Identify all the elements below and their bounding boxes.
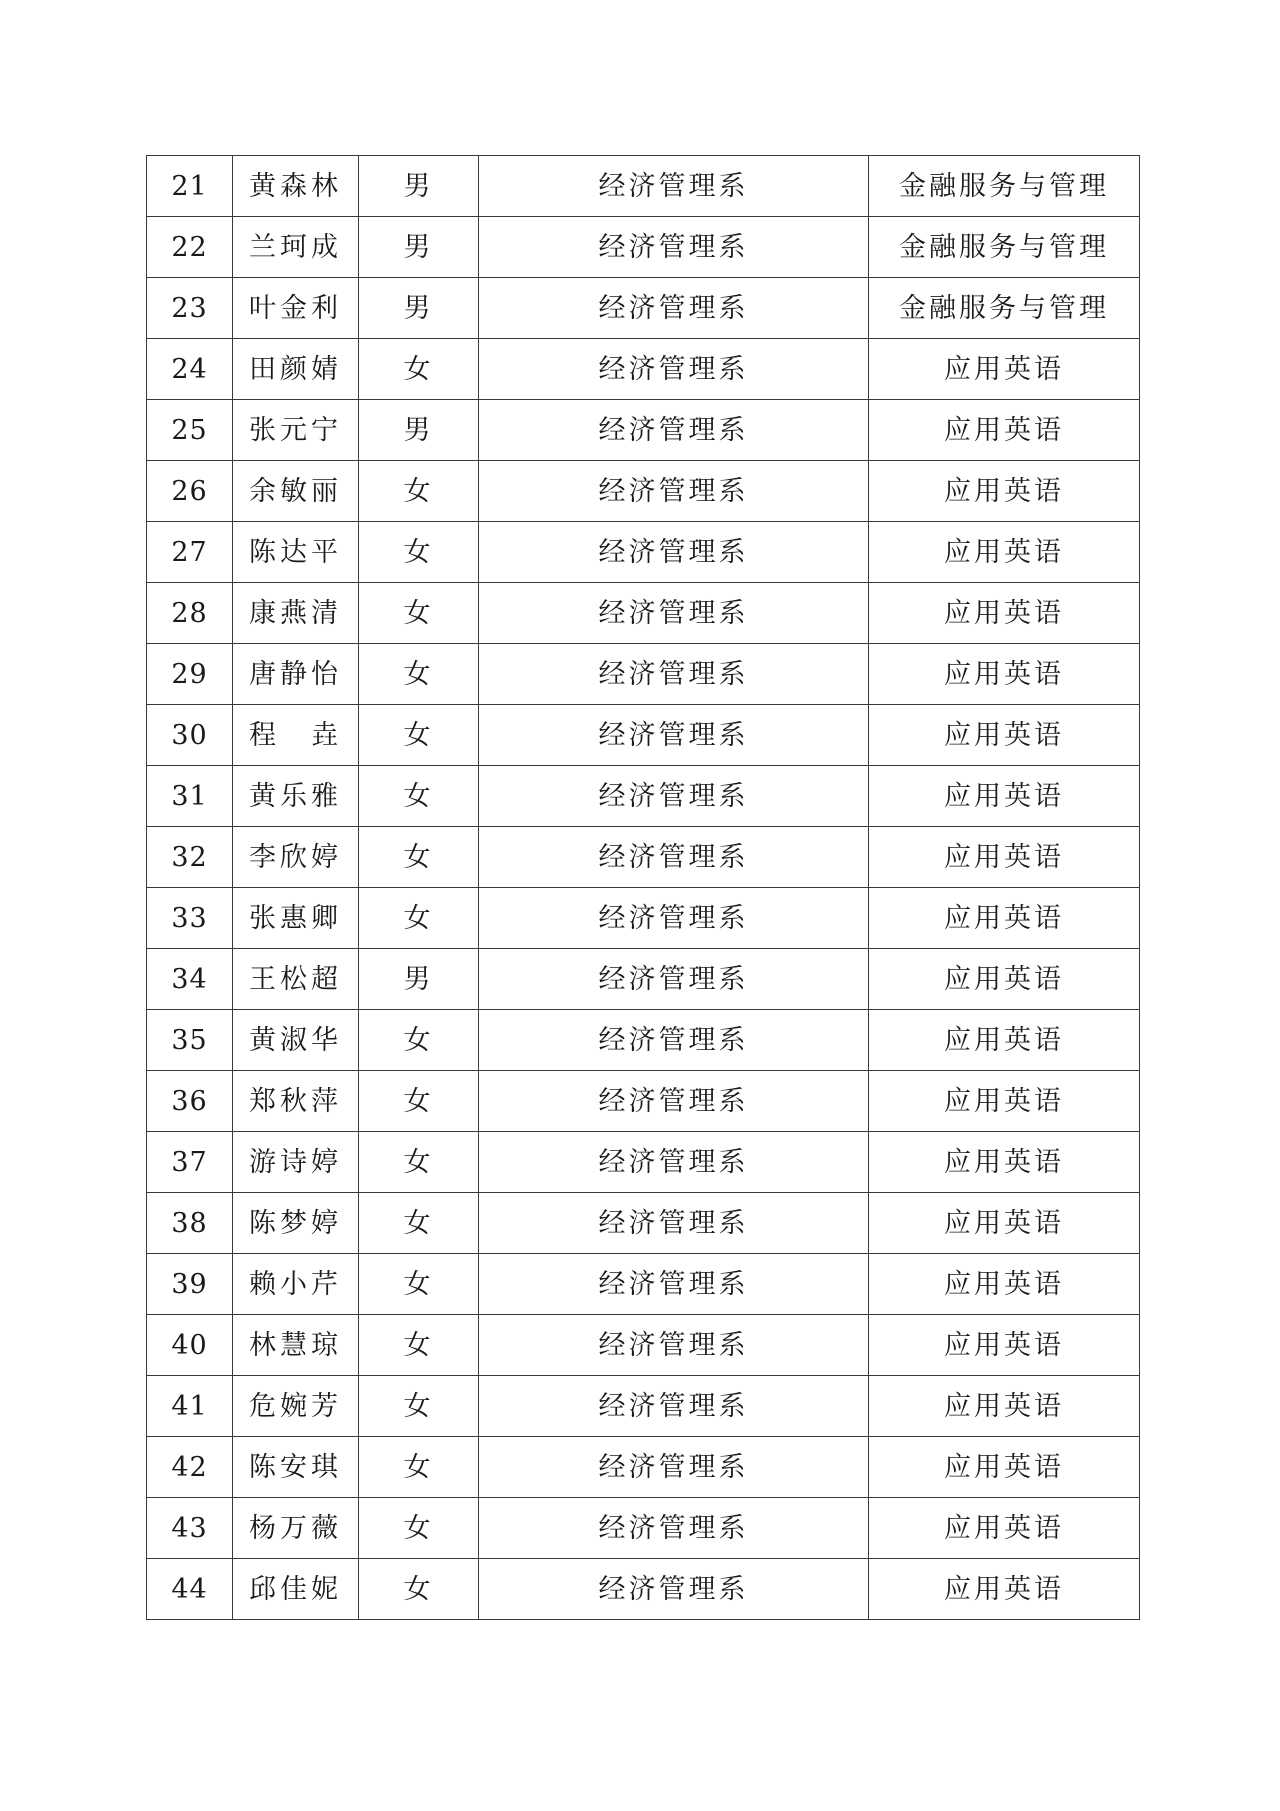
department-cell: 经济管理系 xyxy=(479,827,869,888)
gender-cell: 女 xyxy=(359,339,479,400)
student-name-cell: 田颜婧 xyxy=(233,339,359,400)
gender-cell: 女 xyxy=(359,1315,479,1376)
gender-cell: 女 xyxy=(359,766,479,827)
gender-cell: 女 xyxy=(359,827,479,888)
student-name-cell: 游诗婷 xyxy=(233,1132,359,1193)
table-row xyxy=(147,1071,1140,1132)
major-cell: 金融服务与管理 xyxy=(869,217,1140,278)
gender-cell: 女 xyxy=(359,1498,479,1559)
row-number-cell: 27 xyxy=(147,522,233,583)
department-cell: 经济管理系 xyxy=(479,400,869,461)
major-cell: 应用英语 xyxy=(869,644,1140,705)
student-name-cell: 叶金利 xyxy=(233,278,359,339)
table-row xyxy=(147,156,1140,217)
table-row xyxy=(147,1132,1140,1193)
gender-cell: 女 xyxy=(359,1132,479,1193)
row-number-cell: 26 xyxy=(147,461,233,522)
major-cell: 应用英语 xyxy=(869,1559,1140,1620)
row-number-cell: 36 xyxy=(147,1071,233,1132)
student-name-cell: 赖小芹 xyxy=(233,1254,359,1315)
table-row xyxy=(147,644,1140,705)
gender-cell: 女 xyxy=(359,1559,479,1620)
row-number-cell: 42 xyxy=(147,1437,233,1498)
major-cell: 应用英语 xyxy=(869,339,1140,400)
student-name-cell: 陈达平 xyxy=(233,522,359,583)
major-cell: 应用英语 xyxy=(869,766,1140,827)
department-cell: 经济管理系 xyxy=(479,1193,869,1254)
gender-cell: 女 xyxy=(359,705,479,766)
department-cell: 经济管理系 xyxy=(479,644,869,705)
gender-cell: 女 xyxy=(359,461,479,522)
student-name-cell: 王松超 xyxy=(233,949,359,1010)
student-name-cell: 杨万薇 xyxy=(233,1498,359,1559)
department-cell: 经济管理系 xyxy=(479,1376,869,1437)
gender-cell: 男 xyxy=(359,949,479,1010)
department-cell: 经济管理系 xyxy=(479,1498,869,1559)
major-cell: 应用英语 xyxy=(869,1498,1140,1559)
department-cell: 经济管理系 xyxy=(479,1071,869,1132)
student-name-cell: 黄乐雅 xyxy=(233,766,359,827)
major-cell: 应用英语 xyxy=(869,705,1140,766)
table-row xyxy=(147,888,1140,949)
department-cell: 经济管理系 xyxy=(479,1315,869,1376)
roster-body xyxy=(147,156,1140,1620)
row-number-cell: 39 xyxy=(147,1254,233,1315)
row-number-cell: 35 xyxy=(147,1010,233,1071)
row-number-cell: 33 xyxy=(147,888,233,949)
department-cell: 经济管理系 xyxy=(479,766,869,827)
table-row xyxy=(147,461,1140,522)
student-name-cell: 陈梦婷 xyxy=(233,1193,359,1254)
department-cell: 经济管理系 xyxy=(479,583,869,644)
table-row xyxy=(147,1010,1140,1071)
major-cell: 应用英语 xyxy=(869,522,1140,583)
major-cell: 应用英语 xyxy=(869,888,1140,949)
gender-cell: 女 xyxy=(359,888,479,949)
table-row xyxy=(147,1254,1140,1315)
department-cell: 经济管理系 xyxy=(479,949,869,1010)
row-number-cell: 41 xyxy=(147,1376,233,1437)
major-cell: 应用英语 xyxy=(869,1437,1140,1498)
student-name-cell: 黄森林 xyxy=(233,156,359,217)
student-name-cell: 林慧琼 xyxy=(233,1315,359,1376)
table-row xyxy=(147,705,1140,766)
row-number-cell: 28 xyxy=(147,583,233,644)
student-name-cell: 康燕清 xyxy=(233,583,359,644)
gender-cell: 男 xyxy=(359,156,479,217)
major-cell: 金融服务与管理 xyxy=(869,278,1140,339)
gender-cell: 女 xyxy=(359,1437,479,1498)
table-row xyxy=(147,1315,1140,1376)
table-row xyxy=(147,400,1140,461)
major-cell: 金融服务与管理 xyxy=(869,156,1140,217)
row-number-cell: 23 xyxy=(147,278,233,339)
major-cell: 应用英语 xyxy=(869,461,1140,522)
major-cell: 应用英语 xyxy=(869,400,1140,461)
student-name-cell: 张惠卿 xyxy=(233,888,359,949)
major-cell: 应用英语 xyxy=(869,1010,1140,1071)
department-cell: 经济管理系 xyxy=(479,156,869,217)
table-row xyxy=(147,583,1140,644)
major-cell: 应用英语 xyxy=(869,949,1140,1010)
row-number-cell: 44 xyxy=(147,1559,233,1620)
row-number-cell: 38 xyxy=(147,1193,233,1254)
major-cell: 应用英语 xyxy=(869,1193,1140,1254)
gender-cell: 女 xyxy=(359,1376,479,1437)
table-row xyxy=(147,1437,1140,1498)
gender-cell: 男 xyxy=(359,400,479,461)
gender-cell: 女 xyxy=(359,1193,479,1254)
department-cell: 经济管理系 xyxy=(479,705,869,766)
row-number-cell: 21 xyxy=(147,156,233,217)
gender-cell: 男 xyxy=(359,217,479,278)
student-name-cell: 余敏丽 xyxy=(233,461,359,522)
student-name-cell: 危婉芳 xyxy=(233,1376,359,1437)
gender-cell: 女 xyxy=(359,1010,479,1071)
row-number-cell: 25 xyxy=(147,400,233,461)
major-cell: 应用英语 xyxy=(869,1071,1140,1132)
gender-cell: 女 xyxy=(359,644,479,705)
table-row xyxy=(147,1376,1140,1437)
gender-cell: 男 xyxy=(359,278,479,339)
department-cell: 经济管理系 xyxy=(479,522,869,583)
major-cell: 应用英语 xyxy=(869,1254,1140,1315)
row-number-cell: 43 xyxy=(147,1498,233,1559)
table-row xyxy=(147,1559,1140,1620)
department-cell: 经济管理系 xyxy=(479,461,869,522)
major-cell: 应用英语 xyxy=(869,1132,1140,1193)
row-number-cell: 37 xyxy=(147,1132,233,1193)
table-row xyxy=(147,339,1140,400)
gender-cell: 女 xyxy=(359,583,479,644)
student-name-cell: 李欣婷 xyxy=(233,827,359,888)
table-row xyxy=(147,522,1140,583)
table-row xyxy=(147,278,1140,339)
department-cell: 经济管理系 xyxy=(479,1437,869,1498)
department-cell: 经济管理系 xyxy=(479,1254,869,1315)
department-cell: 经济管理系 xyxy=(479,1010,869,1071)
row-number-cell: 22 xyxy=(147,217,233,278)
table-row xyxy=(147,1193,1140,1254)
row-number-cell: 34 xyxy=(147,949,233,1010)
student-name-cell: 郑秋萍 xyxy=(233,1071,359,1132)
table-row xyxy=(147,217,1140,278)
row-number-cell: 32 xyxy=(147,827,233,888)
row-number-cell: 24 xyxy=(147,339,233,400)
department-cell: 经济管理系 xyxy=(479,278,869,339)
student-name-cell: 程 垚 xyxy=(233,705,359,766)
row-number-cell: 30 xyxy=(147,705,233,766)
department-cell: 经济管理系 xyxy=(479,1132,869,1193)
major-cell: 应用英语 xyxy=(869,1315,1140,1376)
table-row xyxy=(147,766,1140,827)
student-name-cell: 兰珂成 xyxy=(233,217,359,278)
student-name-cell: 唐静怡 xyxy=(233,644,359,705)
row-number-cell: 29 xyxy=(147,644,233,705)
major-cell: 应用英语 xyxy=(869,1376,1140,1437)
row-number-cell: 40 xyxy=(147,1315,233,1376)
gender-cell: 女 xyxy=(359,522,479,583)
student-name-cell: 张元宁 xyxy=(233,400,359,461)
table-row xyxy=(147,1498,1140,1559)
student-name-cell: 黄淑华 xyxy=(233,1010,359,1071)
gender-cell: 女 xyxy=(359,1254,479,1315)
student-roster-table xyxy=(146,155,1140,1620)
major-cell: 应用英语 xyxy=(869,827,1140,888)
student-name-cell: 邱佳妮 xyxy=(233,1559,359,1620)
major-cell: 应用英语 xyxy=(869,583,1140,644)
student-name-cell: 陈安琪 xyxy=(233,1437,359,1498)
table-row xyxy=(147,949,1140,1010)
department-cell: 经济管理系 xyxy=(479,1559,869,1620)
department-cell: 经济管理系 xyxy=(479,339,869,400)
department-cell: 经济管理系 xyxy=(479,888,869,949)
gender-cell: 女 xyxy=(359,1071,479,1132)
table-row xyxy=(147,827,1140,888)
row-number-cell: 31 xyxy=(147,766,233,827)
department-cell: 经济管理系 xyxy=(479,217,869,278)
